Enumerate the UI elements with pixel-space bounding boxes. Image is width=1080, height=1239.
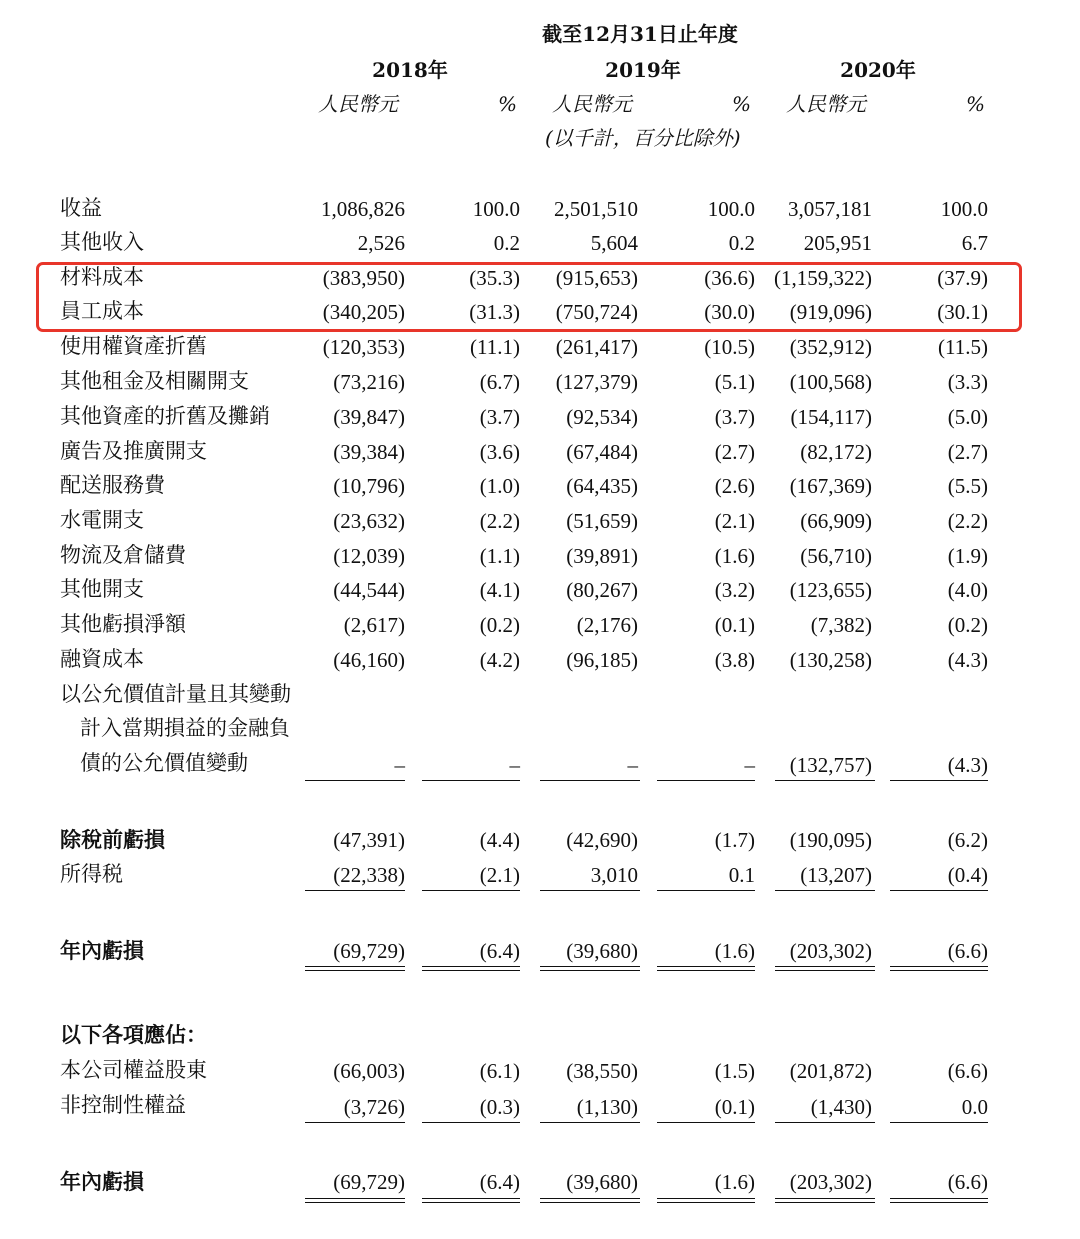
row-percent-cell: (0.4) [947,863,988,887]
row-amount-cell: – [627,753,638,777]
row-amount-cell: (120,353) [322,335,405,359]
row-amount-cell: (203,302) [789,1170,872,1194]
row-percent-cell: (30.1) [937,300,988,324]
single-underline [657,890,755,891]
row-amount-cell: (127,379) [555,370,638,394]
row-percent-cell: (6.4) [479,939,520,963]
row-amount-cell: (1,159,322) [774,266,872,290]
pretax-loss-label: 除稅前虧損 [60,827,165,852]
row-percent-cell: 100.0 [707,197,755,221]
loss-for-year-label: 年內虧損 [60,1169,144,1194]
row-percent-cell: (4.3) [947,753,988,777]
row-percent-cell: (3.6) [479,440,520,464]
row-amount-cell: (39,680) [566,939,638,963]
row-amount-cell: (10,796) [333,474,405,498]
double-underline [422,966,520,971]
row-percent-cell: (1.6) [714,544,755,568]
row-percent-cell: (6.6) [947,939,988,963]
period-heading: 截至12月31日止年度 [542,22,738,46]
row-amount-cell: (2,617) [343,613,405,637]
row-amount-cell: 5,604 [590,231,638,255]
row-amount-cell: (44,544) [333,578,405,602]
row-amount-cell: (66,003) [333,1059,405,1083]
row-amount-cell: (38,550) [566,1059,638,1083]
line-item-label: 其他收入 [60,230,144,254]
percent-unit-label: % [966,92,986,116]
row-amount-cell: (123,655) [789,578,872,602]
fair-value-label-line: 計入當期損益的金融負 [80,716,290,740]
year-heading: 2020年 [840,58,916,82]
single-underline [305,1122,405,1123]
row-percent-cell: (1.7) [714,828,755,852]
line-item-label: 其他租金及相關開支 [60,369,249,393]
currency-unit-label: 人民幣元 [552,92,632,116]
row-percent-cell: – [744,753,755,777]
row-amount-cell: (132,757) [789,753,872,777]
line-item-label: 收益 [60,196,102,220]
single-underline [540,890,640,891]
row-amount-cell: (69,729) [333,1170,405,1194]
line-item-label: 使用權資產折舊 [60,334,207,358]
row-amount-cell: (919,096) [789,300,872,324]
row-percent-cell: (11.1) [470,335,520,359]
row-percent-cell: (4.4) [479,828,520,852]
row-percent-cell: (0.2) [947,613,988,637]
row-amount-cell: 3,010 [590,863,638,887]
row-percent-cell: (6.6) [947,1170,988,1194]
row-percent-cell: (11.5) [938,335,988,359]
row-amount-cell: (1,430) [810,1095,872,1119]
row-amount-cell: (915,653) [555,266,638,290]
row-percent-cell: (4.3) [947,648,988,672]
double-underline [305,966,405,971]
row-percent-cell: (3.7) [714,405,755,429]
row-amount-cell: – [394,753,405,777]
row-amount-cell: (383,950) [322,266,405,290]
row-amount-cell: (96,185) [566,648,638,672]
row-percent-cell: (4.2) [479,648,520,672]
year-heading: 2019年 [605,58,681,82]
row-amount-cell: (42,690) [566,828,638,852]
row-percent-cell: (6.7) [479,370,520,394]
row-percent-cell: (2.7) [947,440,988,464]
line-item-label: 其他虧損淨額 [60,612,186,636]
row-percent-cell: 0.2 [728,231,755,255]
row-percent-cell: (1.6) [714,1170,755,1194]
row-amount-cell: (80,267) [566,578,638,602]
nci-label: 非控制性權益 [60,1093,186,1117]
line-item-label: 材料成本 [60,265,144,289]
row-amount-cell: 3,057,181 [788,197,872,221]
row-amount-cell: (2,176) [576,613,638,637]
row-amount-cell: (92,534) [566,405,638,429]
row-percent-cell: (1.9) [947,544,988,568]
row-percent-cell: (6.4) [479,1170,520,1194]
double-underline [657,1198,755,1203]
year-heading: 2018年 [372,58,448,82]
row-amount-cell: (64,435) [566,474,638,498]
line-item-label: 其他開支 [60,577,144,601]
line-item-label: 水電開支 [60,508,144,532]
single-underline [890,780,988,781]
percent-unit-label: % [498,92,518,116]
unit-note: (以千計，百分比除外) [545,126,741,150]
single-underline [775,890,875,891]
row-percent-cell: (2.1) [479,863,520,887]
line-item-label: 廣告及推廣開支 [60,439,207,463]
double-underline [422,1198,520,1203]
loss-for-year-label: 年內虧損 [60,938,144,963]
row-percent-cell: (6.2) [947,828,988,852]
row-percent-cell: (2.2) [479,509,520,533]
row-amount-cell: (39,680) [566,1170,638,1194]
row-amount-cell: (203,302) [789,939,872,963]
single-underline [540,1122,640,1123]
single-underline [657,780,755,781]
line-item-label: 其他資產的折舊及攤銷 [60,404,270,428]
row-percent-cell: (30.0) [704,300,755,324]
row-percent-cell: (10.5) [704,335,755,359]
row-amount-cell: (73,216) [333,370,405,394]
line-item-label: 融資成本 [60,647,144,671]
row-amount-cell: (47,391) [333,828,405,852]
row-percent-cell: (6.6) [947,1059,988,1083]
row-amount-cell: 205,951 [803,231,872,255]
row-percent-cell: (4.0) [947,578,988,602]
row-amount-cell: (3,726) [343,1095,405,1119]
row-amount-cell: (39,847) [333,405,405,429]
row-percent-cell: (5.1) [714,370,755,394]
line-item-label: 員工成本 [60,299,144,323]
row-percent-cell: (5.5) [947,474,988,498]
percent-unit-label: % [732,92,752,116]
row-percent-cell: (6.1) [479,1059,520,1083]
single-underline [422,890,520,891]
line-item-label: 配送服務費 [60,473,165,497]
single-underline [540,780,640,781]
fair-value-label-line: 債的公允價值變動 [80,751,248,775]
row-percent-cell: (37.9) [937,266,988,290]
row-percent-cell: 100.0 [472,197,520,221]
row-amount-cell: (7,382) [810,613,872,637]
row-percent-cell: (36.6) [704,266,755,290]
row-amount-cell: (69,729) [333,939,405,963]
row-percent-cell: (2.6) [714,474,755,498]
row-amount-cell: (82,172) [800,440,872,464]
row-percent-cell: (35.3) [469,266,520,290]
single-underline [775,1122,875,1123]
row-amount-cell: (39,891) [566,544,638,568]
row-percent-cell: (0.1) [714,613,755,637]
double-underline [775,1198,875,1203]
row-percent-cell: (1.6) [714,939,755,963]
single-underline [890,890,988,891]
row-percent-cell: 6.7 [961,231,988,255]
row-percent-cell: (1.0) [479,474,520,498]
income-tax-label: 所得税 [60,862,123,886]
row-percent-cell: (2.2) [947,509,988,533]
row-amount-cell: (13,207) [800,863,872,887]
row-amount-cell: (46,160) [333,648,405,672]
row-amount-cell: (167,369) [789,474,872,498]
single-underline [775,780,875,781]
line-item-label: 物流及倉儲費 [60,543,186,567]
row-percent-cell: (3.7) [479,405,520,429]
single-underline [422,1122,520,1123]
row-percent-cell: (2.1) [714,509,755,533]
row-percent-cell: (0.1) [714,1095,755,1119]
row-amount-cell: (67,484) [566,440,638,464]
row-amount-cell: 2,526 [357,231,405,255]
row-amount-cell: (51,659) [566,509,638,533]
row-percent-cell: 0.2 [493,231,520,255]
row-amount-cell: 2,501,510 [554,197,638,221]
fair-value-label-line: 以公允價值計量且其變動 [60,682,291,706]
row-amount-cell: (100,568) [789,370,872,394]
row-percent-cell: – [509,753,520,777]
double-underline [890,966,988,971]
row-percent-cell: (1.5) [714,1059,755,1083]
row-amount-cell: 1,086,826 [321,197,405,221]
row-amount-cell: (190,095) [789,828,872,852]
row-amount-cell: (66,909) [800,509,872,533]
row-amount-cell: (340,205) [322,300,405,324]
row-percent-cell: (31.3) [469,300,520,324]
single-underline [422,780,520,781]
owners-label: 本公司權益股東 [60,1058,207,1082]
row-percent-cell: (2.7) [714,440,755,464]
double-underline [890,1198,988,1203]
single-underline [305,890,405,891]
row-amount-cell: (154,117) [790,405,872,429]
attributable-heading: 以下各項應佔： [60,1022,207,1047]
double-underline [657,966,755,971]
row-percent-cell: 0.1 [728,863,755,887]
row-percent-cell: (3.8) [714,648,755,672]
row-amount-cell: (130,258) [789,648,872,672]
row-amount-cell: (750,724) [555,300,638,324]
row-percent-cell: (0.3) [479,1095,520,1119]
row-amount-cell: (352,912) [789,335,872,359]
row-amount-cell: (56,710) [800,544,872,568]
single-underline [657,1122,755,1123]
double-underline [305,1198,405,1203]
row-amount-cell: (261,417) [555,335,638,359]
single-underline [890,1122,988,1123]
single-underline [305,780,405,781]
row-percent-cell: (3.2) [714,578,755,602]
row-amount-cell: (201,872) [789,1059,872,1083]
row-amount-cell: (23,632) [333,509,405,533]
row-percent-cell: 100.0 [940,197,988,221]
row-percent-cell: (4.1) [479,578,520,602]
currency-unit-label: 人民幣元 [318,92,398,116]
double-underline [540,1198,640,1203]
row-percent-cell: (1.1) [479,544,520,568]
double-underline [540,966,640,971]
row-amount-cell: (22,338) [333,863,405,887]
double-underline [775,966,875,971]
row-percent-cell: 0.0 [961,1095,988,1119]
row-amount-cell: (1,130) [576,1095,638,1119]
row-percent-cell: (3.3) [947,370,988,394]
row-amount-cell: (12,039) [333,544,405,568]
row-percent-cell: (5.0) [947,405,988,429]
row-percent-cell: (0.2) [479,613,520,637]
currency-unit-label: 人民幣元 [786,92,866,116]
row-amount-cell: (39,384) [333,440,405,464]
